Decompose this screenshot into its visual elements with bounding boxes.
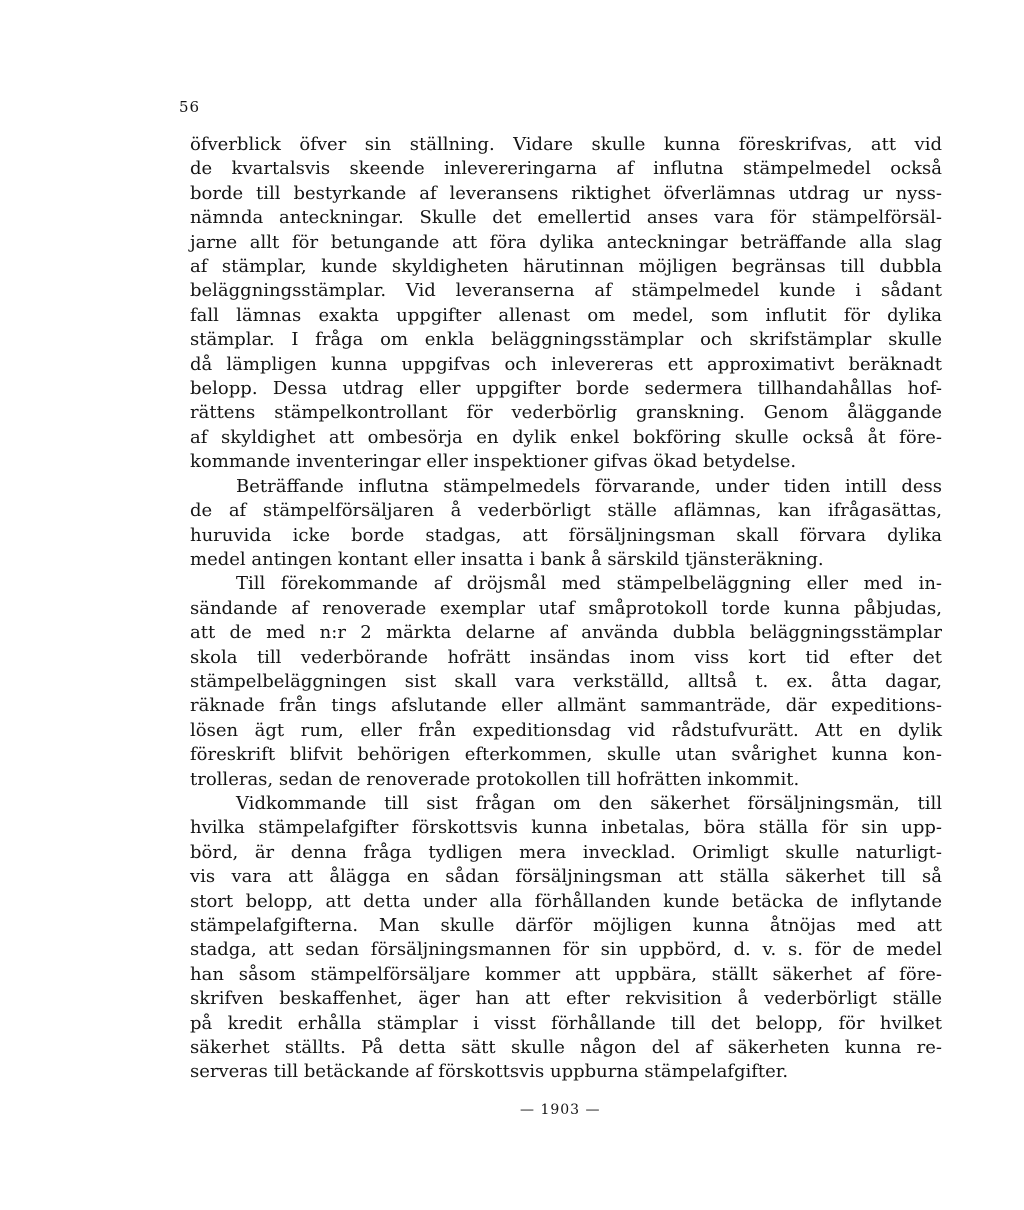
- text-line: de af stämpelförsäljaren å vederbörligt ställe aflämnas, kan ifrågasättas,: [190, 500, 942, 522]
- text-line: borde till bestyrkande af leveransens riktighet öfverlämnas utdrag ur nyss-: [190, 182, 942, 204]
- text-line: rättens stämpelkontrollant för vederbörlig granskning. Genom åläggande: [190, 402, 942, 424]
- paragraph-start-line: Beträffande influtna stämpelmedels förvarande, under tiden intill dess: [236, 475, 942, 497]
- text-line: säkerhet ställts. På detta sätt skulle någon del af säkerheten kunna re-: [190, 1037, 942, 1059]
- text-line: han såsom stämpelförsäljare kommer att uppbära, ställt säkerhet af före-: [190, 963, 942, 985]
- text-line: skrifven beskaffenhet, äger han att efter rekvisition å vederbörligt ställe: [190, 988, 942, 1010]
- text-line: de kvartalsvis skeende inlevereringarna af influtna stämpelmedel också: [190, 158, 942, 180]
- text-line: stort belopp, att detta under alla förhållanden kunde betäcka de inflytande: [190, 890, 942, 912]
- text-line: vis vara att ålägga en sådan försäljningsman att ställa säkerhet till så: [190, 866, 942, 888]
- paragraph-end-line: trolleras, sedan de renoverade protokollen till hofrätten inkommit.: [190, 768, 800, 790]
- paragraph-end-line: kommande inventeringar eller inspektioner gifvas ökad betydelse.: [190, 451, 797, 473]
- text-line: af stämplar, kunde skyldigheten härutinnan möjligen begränsas till dubbla: [190, 256, 942, 278]
- text-line: öfverblick öfver sin ställning. Vidare skulle kunna föreskrifvas, att vid: [190, 134, 942, 155]
- text-line: nämnda anteckningar. Skulle det emellertid anses vara för stämpelförsäl-: [190, 207, 942, 229]
- text-line: stämplar. I fråga om enkla beläggningsstämplar och skrifstämplar skulle: [190, 329, 942, 351]
- text-line: på kredit erhålla stämplar i visst förhållande till det belopp, för hvilket: [190, 1012, 942, 1034]
- text-line: beläggningsstämplar. Vid leveranserna af stämpelmedel kunde i sådant: [190, 280, 942, 302]
- text-line: hvilka stämpelafgifter förskottsvis kunna inbetalas, böra ställa för sin upp-: [190, 817, 942, 839]
- body-text: [190, 133, 942, 1085]
- paragraph-start-line: Till förekommande af dröjsmål med stämpelbeläggning eller med in-: [236, 573, 942, 595]
- text-line: föreskrift blifvit behörigen efterkommen, skulle utan svårighet kunna kon-: [190, 744, 942, 766]
- footer-year-mark: — 1903 —: [520, 1102, 601, 1118]
- text-line: då lämpligen kunna uppgifvas och inlevereras ett approximativt beräknadt: [190, 353, 942, 375]
- text-line: stadga, att sedan försäljningsmannen för sin uppbörd, d. v. s. för de medel: [190, 939, 942, 961]
- text-line: belopp. Dessa utdrag eller uppgifter borde sedermera tillhandahållas hof-: [190, 378, 942, 400]
- text-line: fall lämnas exakta uppgifter allenast om medel, som influtit för dylika: [190, 304, 942, 326]
- text-line: att de med n:r 2 märkta delarne af använda dubbla beläggningsstämplar: [190, 622, 942, 644]
- page-number: 56: [179, 98, 201, 116]
- text-line: börd, är denna fråga tydligen mera invecklad. Orimligt skulle naturligt-: [190, 841, 942, 863]
- text-line: sändande af renoverade exemplar utaf småprotokoll torde kunna påbjudas,: [190, 597, 942, 619]
- text-line: af skyldighet att ombesörja en dylik enkel bokföring skulle också åt före-: [190, 426, 942, 448]
- paragraph-start-line: Vidkommande till sist frågan om den säkerhet försäljningsmän, till: [236, 792, 942, 814]
- text-line: huruvida icke borde stadgas, att försäljningsman skall förvara dylika: [190, 524, 942, 546]
- text-line: lösen ägt rum, eller från expeditionsdag vid rådstufvurätt. Att en dylik: [190, 719, 942, 741]
- text-line: räknade från tings afslutande eller allmänt sammanträde, där expeditions-: [190, 695, 942, 717]
- text-line: stämpelafgifterna. Man skulle därför möjligen kunna åtnöjas med att: [190, 915, 942, 936]
- paragraph-end-line: serveras till betäckande af förskottsvis uppburna stämpelafgifter.: [190, 1061, 789, 1083]
- text-line: stämpelbeläggningen sist skall vara verkställd, alltså t. ex. åtta dagar,: [190, 670, 942, 692]
- paragraph-end-line: medel antingen kontant eller insatta i bank å särskild tjänsteräkning.: [190, 548, 824, 570]
- text-line: skola till vederbörande hofrätt insändas inom viss kort tid efter det: [190, 646, 942, 668]
- text-line: jarne allt för betungande att föra dylika anteckningar beträffande alla slag: [190, 231, 942, 253]
